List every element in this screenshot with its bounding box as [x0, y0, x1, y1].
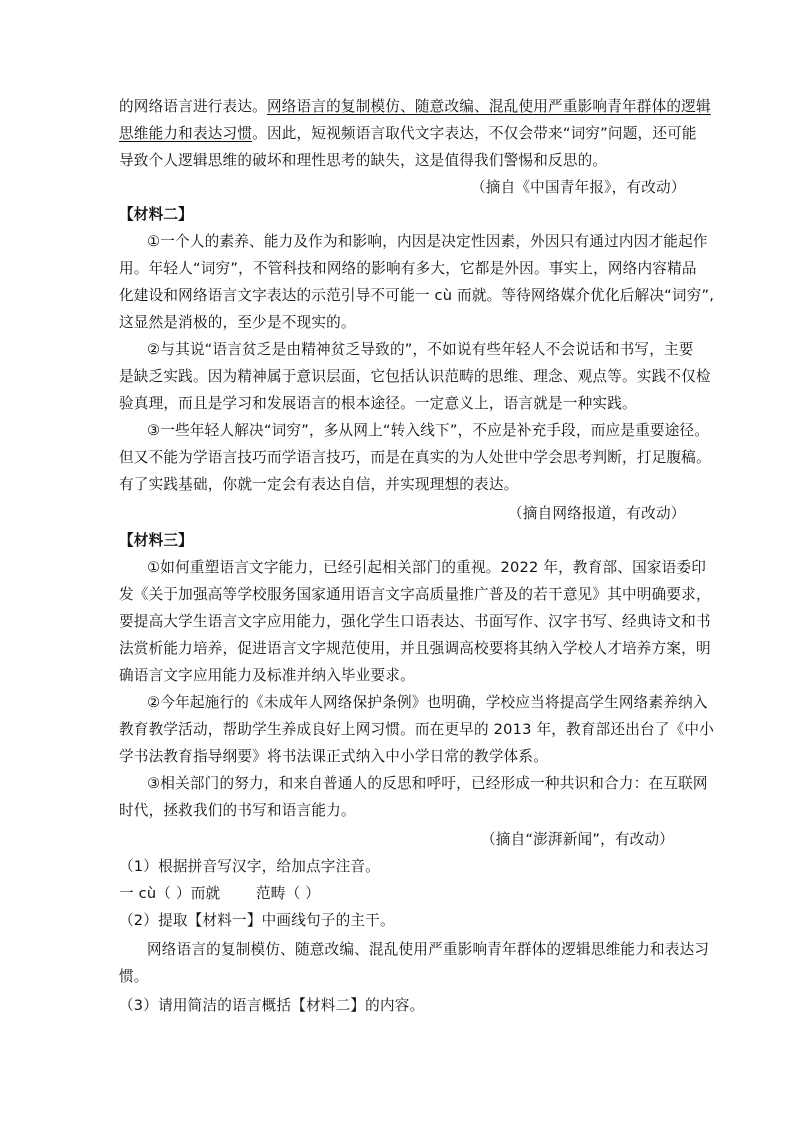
material1-line-1	[119, 97, 711, 117]
material2-p3-line: 但又不能为学语言技巧而学语言技巧，而是在真实的为人处世中学会思考判断，打足腹稿。	[119, 449, 711, 466]
material3-p1-line: 确语言文字应用能力及标准并纳入毕业要求。	[119, 667, 415, 684]
material3-p1-line: 发《关于加强高等学校服务国家通用语言文字高质量推广普及的若干意见》其中明确要求，	[119, 586, 711, 603]
question-1: （1）根据拼音写汉字，给加点字注音。	[119, 858, 380, 875]
underlined-sentence: 网络语言的复制模仿、随意改编、混乱使用严重影响青年群体的逻辑	[266, 98, 711, 115]
source-citation-3: （摘自“澎湃新闻”，有改动）	[481, 831, 675, 848]
material1-line-3: 导致个人逻辑思维的破坏和理性思考的缺失，这是值得我们警惕和反思的。	[119, 152, 608, 169]
material3-p1-line: 要提高大学生语言文字应用能力，强化学生口语表达、书面写作、汉字书写、经典诗文和书	[119, 613, 711, 630]
source-citation-1: （摘自《中国青年报》，有改动）	[471, 179, 686, 196]
underlined-sentence-end: 思维能力和表达习惯	[119, 125, 253, 142]
material1-text: 。因此，短视频语言取代文字表达，不仅会带来“词穷”问题，还可能	[252, 125, 697, 142]
material2-p1-line: 化建设和网络语言文字表达的示范引导不可能一 cù 而就。等待网络媒介优化后解决“词穷”,	[119, 287, 715, 304]
material2-heading: 【材料二】	[119, 206, 193, 223]
question-1-fill-a: 一 cù（ ）而就	[119, 885, 221, 902]
material2-p2-line: 验真理，而且是学习和发展语言的根本途径。一定意义上，语言就是一种实践。	[119, 395, 637, 412]
question-2-sentence: 网络语言的复制模仿、随意改编、混乱使用严重影响青年群体的逻辑思维能力和表达习	[147, 941, 710, 958]
material2-p3-line: 有了实践基础，你就一定会有表达自信，并实现理想的表达。	[119, 476, 519, 493]
question-3: （3）请用简洁的语言概括【材料二】的内容。	[119, 997, 425, 1014]
material3-p3-line: ③相关部门的努力，和来自普通人的反思和呼吁，已经形成一种共识和合力：在互联网	[147, 775, 708, 792]
material3-p2-line: 教育教学活动，帮助学生养成良好上网习惯。而在更早的 2013 年，教育部还出台了《中小	[119, 721, 714, 738]
material3-p1-line: ①如何重塑语言文字能力，已经引起相关部门的重视。2022 年，教育部、国家语委印	[147, 559, 707, 576]
material2-p1-line: ①一个人的素养、能力及作为和影响，内因是决定性因素，外因只有通过内因才能起作	[147, 233, 708, 250]
question-2: （2）提取【材料一】中画线句子的主干。	[119, 912, 395, 929]
source-citation-2: （摘自网络报道，有改动）	[508, 505, 686, 522]
material2-p1-line: 用。年轻人“词穷”，不管科技和网络的影响有多大，它都是外因。事实上，网络内容精品	[119, 260, 697, 277]
material3-p2-line: ②今年起施行的《未成年人网络保护条例》也明确，学校应当将提高学生网络素养纳入	[147, 694, 708, 711]
material2-p2-line: 是缺乏实践。因为精神属于意识层面，它包括认识范畴的思维、理念、观点等。实践不仅检	[119, 368, 711, 385]
material3-p3-line: 时代，拯救我们的书写和语言能力。	[119, 802, 356, 819]
material3-p2-line: 学书法教育指导纲要》将书法课正式纳入中小学日常的教学体系。	[119, 748, 549, 765]
material2-p1-line: 这显然是消极的，至少是不现实的。	[119, 314, 356, 331]
question-1-fill-b: 范畴（ ）	[256, 885, 321, 902]
material1-text: 的网络语言进行表达。	[119, 98, 267, 115]
material2-p2-line: ②与其说“语言贫乏是由精神贫乏导致的”，不如说有些年轻人不会说话和书写，主要	[147, 341, 694, 358]
material3-p1-line: 法赏析能力培养，促进语言文字规范使用，并且强调高校要将其纳入学校人才培养方案，明	[119, 640, 711, 657]
material3-heading: 【材料三】	[119, 532, 193, 549]
material1-line-2	[119, 124, 697, 144]
material2-p3-line: ③一些年轻人解决“词穷”，多从网上“转入线下”，不应是补充手段，而应是重要途径。	[147, 422, 710, 439]
question-2-sentence: 惯。	[119, 968, 149, 985]
